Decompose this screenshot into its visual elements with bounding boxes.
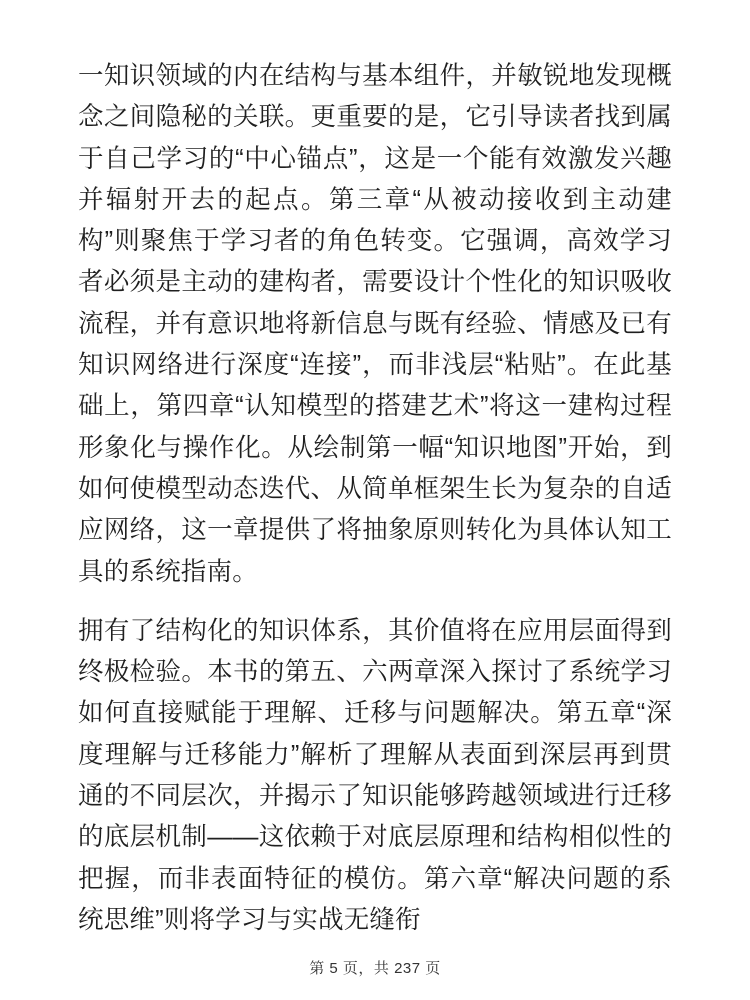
paragraph: 拥有了结构化的知识体系，其价值将在应用层面得到终极检验。本书的第五、六两章深入探讨了系统学习如何直接赋能于理解、迁移与问题解决。第五章“深度理解与迁移能力”解析了理解从表面到深层再到贯通的不同层次，并揭示了知识能够跨越领域进行迁移的底层机制——这依赖于对底层原理和结构相似性的把握，而非表面特征的模仿。第六章“解决问题的系统思维”则将学习与实战无缝衔 bbox=[78, 616, 672, 934]
page-body bbox=[78, 56, 672, 941]
paragraph: 一知识领域的内在结构与基本组件，并敏锐地发现概念之间隐秘的关联。更重要的是，它引导读者找到属于自己学习的“中心锚点”，这是一个能有效激发兴趣并辐射开去的起点。第三章“从被动接收到主动建构”则聚焦于学习者的角色转变。它强调，高效学习者必须是主动的建构者，需要设计个性化的知识吸收流程，并有意识地将新信息与既有经验、情感及已有知识网络进行深度“连接”，而非浅层“粘贴”。在此基础上，第四章“认知模型的搭建艺术”将这一建构过程形象化与操作化。从绘制第一幅“知识地图”开始，到如何使模型动态迭代、从简单框架生长为复杂的自适应网络，这一章提供了将抽象原则转化为具体认知工具的系统指南。 bbox=[78, 62, 672, 586]
page-footer: 第 5 页，共 237 页 bbox=[309, 960, 441, 977]
